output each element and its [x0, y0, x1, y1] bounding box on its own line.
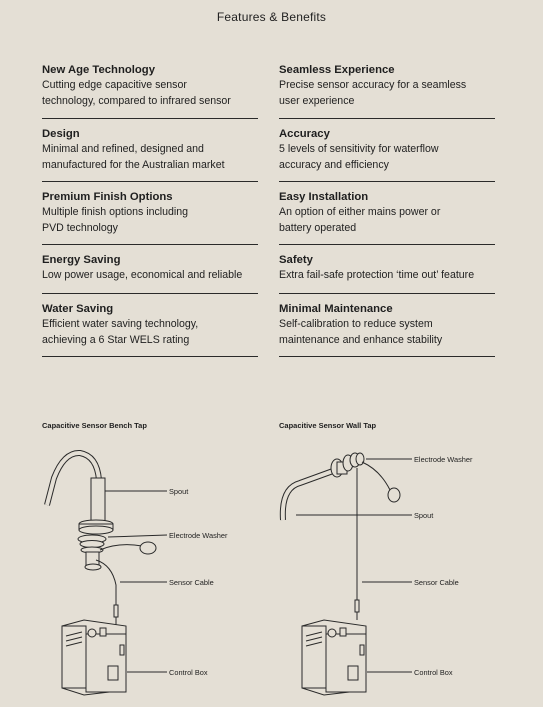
wall-tap-illustration: [283, 453, 400, 695]
wall-tap-title: Capacitive Sensor Wall Tap: [279, 421, 377, 430]
feature-title: Premium Finish Options: [42, 191, 173, 203]
feature-title: Seamless Experience: [279, 64, 395, 76]
feature-desc-line: accuracy and efficiency: [279, 159, 389, 171]
bench-washer-label: Electrode Washer: [169, 531, 228, 540]
feature-desc-line: Extra fail-safe protection ‘time out’ feature: [279, 269, 475, 281]
feature-desc-line: Multiple finish options including: [42, 206, 189, 218]
wall-cable-label: Sensor Cable: [414, 578, 459, 587]
feature-desc-line: 5 levels of sensitivity for waterflow: [279, 143, 439, 155]
feature-desc-line: technology, compared to infrared sensor: [42, 95, 231, 107]
feature-desc-line: maintenance and enhance stability: [279, 334, 443, 346]
feature-desc-line: Cutting edge capacitive sensor: [42, 79, 187, 91]
feature-title: Minimal Maintenance: [279, 303, 393, 315]
wall-box-label: Control Box: [414, 668, 453, 677]
feature-desc-line: Self-calibration to reduce system: [279, 318, 433, 330]
page-title: Features & Benefits: [216, 10, 327, 24]
feature-title: New Age Technology: [42, 64, 155, 76]
bench-box-label: Control Box: [169, 668, 208, 677]
bench-tap-illustration: [47, 453, 156, 695]
feature-desc-line: An option of either mains power or: [279, 206, 441, 218]
feature-desc-line: Precise sensor accuracy for a seamless: [279, 79, 467, 91]
feature-desc-line: Low power usage, economical and reliable: [42, 269, 243, 281]
wall-spout-label: Spout: [414, 511, 434, 520]
feature-desc-line: Minimal and refined, designed and: [42, 143, 204, 155]
feature-title: Accuracy: [279, 128, 330, 140]
feature-title: Water Saving: [42, 303, 114, 315]
feature-title: Easy Installation: [279, 191, 369, 203]
feature-title: Design: [42, 128, 80, 140]
feature-title: Safety: [279, 254, 313, 266]
bench-tap-title: Capacitive Sensor Bench Tap: [42, 421, 147, 430]
feature-desc-line: user experience: [279, 95, 355, 107]
feature-desc-line: achieving a 6 Star WELS rating: [42, 334, 190, 346]
bench-spout-label: Spout: [169, 487, 189, 496]
feature-desc-line: manufactured for the Australian market: [42, 159, 225, 171]
feature-title: Energy Saving: [42, 254, 121, 266]
bench-cable-label: Sensor Cable: [169, 578, 214, 587]
feature-desc-line: battery operated: [279, 222, 357, 234]
feature-desc-line: Efficient water saving technology,: [42, 318, 199, 330]
feature-desc-line: PVD technology: [42, 222, 118, 234]
callout-line: [108, 535, 167, 537]
wall-washer-label: Electrode Washer: [414, 455, 473, 464]
